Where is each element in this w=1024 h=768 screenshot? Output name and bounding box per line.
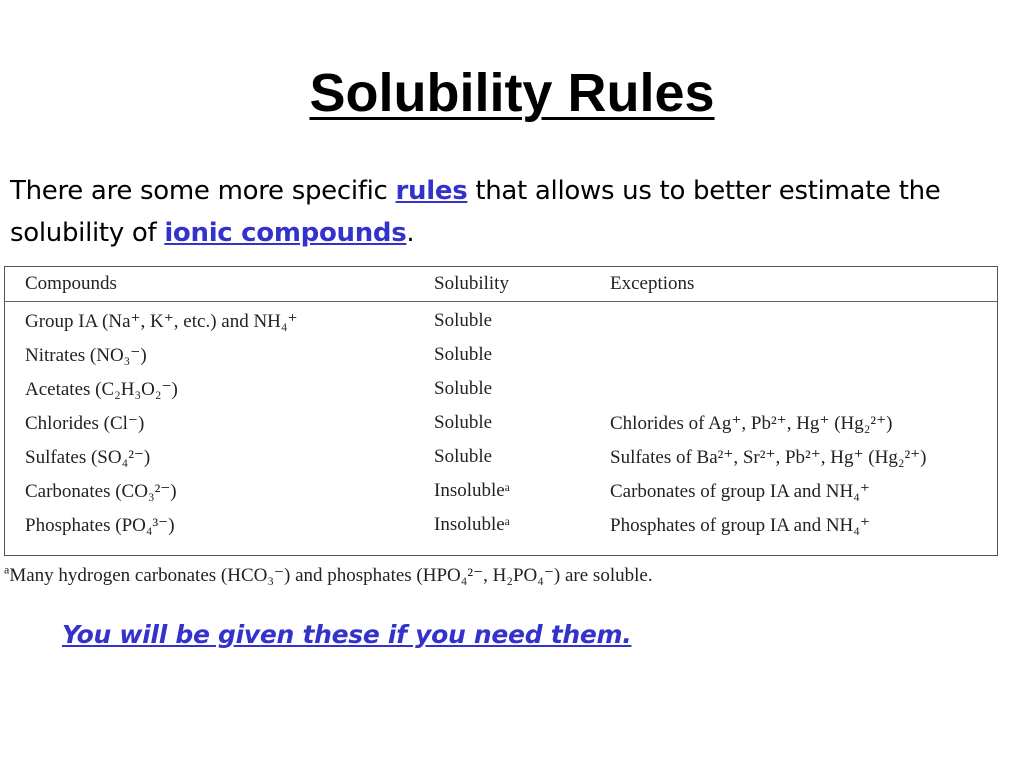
exceptions-cell: Chlorides of Ag⁺, Pb²⁺, Hg⁺ (Hg₂²⁺) [610, 413, 893, 434]
exceptions-cell: Sulfates of Ba²⁺, Sr²⁺, Pb²⁺, Hg⁺ (Hg₂²⁺) [610, 447, 927, 468]
compound-cell: Phosphates (PO₄³⁻) [25, 515, 175, 536]
slide-title: Solubility Rules [309, 63, 715, 123]
table-row [5, 511, 997, 545]
rules-link[interactable]: rules [395, 176, 468, 206]
compound-cell: Nitrates (NO₃⁻) [25, 345, 147, 366]
header-exceptions: Exceptions [610, 273, 695, 294]
table-footnote [4, 564, 653, 587]
table-row [5, 307, 997, 341]
table-row [5, 477, 997, 511]
exceptions-cell: Phosphates of group IA and NH₄⁺ [610, 515, 870, 536]
footnote-mark: a [4, 562, 10, 577]
compound-cell: Sulfates (SO₄²⁻) [25, 447, 151, 468]
table-header-row [5, 267, 997, 302]
table-row [5, 341, 997, 375]
compound-cell: Group IA (Na⁺, K⁺, etc.) and NH₄⁺ [25, 311, 298, 332]
solubility-cell: Soluble [434, 344, 493, 365]
solubility-cell: Insolubleᵃ [434, 514, 510, 535]
solubility-cell: Soluble [434, 310, 493, 331]
note-link[interactable]: You will be given these if you need them. [62, 620, 632, 649]
table-row [5, 409, 997, 443]
exceptions-cell: Carbonates of group IA and NH₄⁺ [610, 481, 870, 502]
intro-paragraph [10, 170, 1020, 254]
intro-text-2: that allows us to better estimate the solubility of [10, 176, 941, 248]
ionic-compounds-link[interactable]: ionic compounds [164, 218, 407, 248]
compound-cell: Acetates (C₂H₃O₂⁻) [25, 379, 178, 400]
compound-cell: Carbonates (CO₃²⁻) [25, 481, 177, 502]
table-row [5, 443, 997, 477]
solubility-table [4, 266, 998, 556]
intro-text-1: There are some more specific [10, 176, 396, 206]
solubility-cell: Soluble [434, 378, 493, 399]
intro-text-3: . [406, 218, 415, 248]
footnote-text: Many hydrogen carbonates (HCO₃⁻) and phosphates (HPO₄²⁻, H₂PO₄⁻) are soluble. [9, 565, 653, 586]
header-compounds: Compounds [25, 273, 117, 294]
solubility-cell: Insolubleᵃ [434, 480, 510, 501]
solubility-cell: Soluble [434, 446, 493, 467]
table-row [5, 375, 997, 409]
compound-cell: Chlorides (Cl⁻) [25, 413, 145, 434]
solubility-cell: Soluble [434, 412, 493, 433]
header-solubility: Solubility [434, 273, 509, 294]
